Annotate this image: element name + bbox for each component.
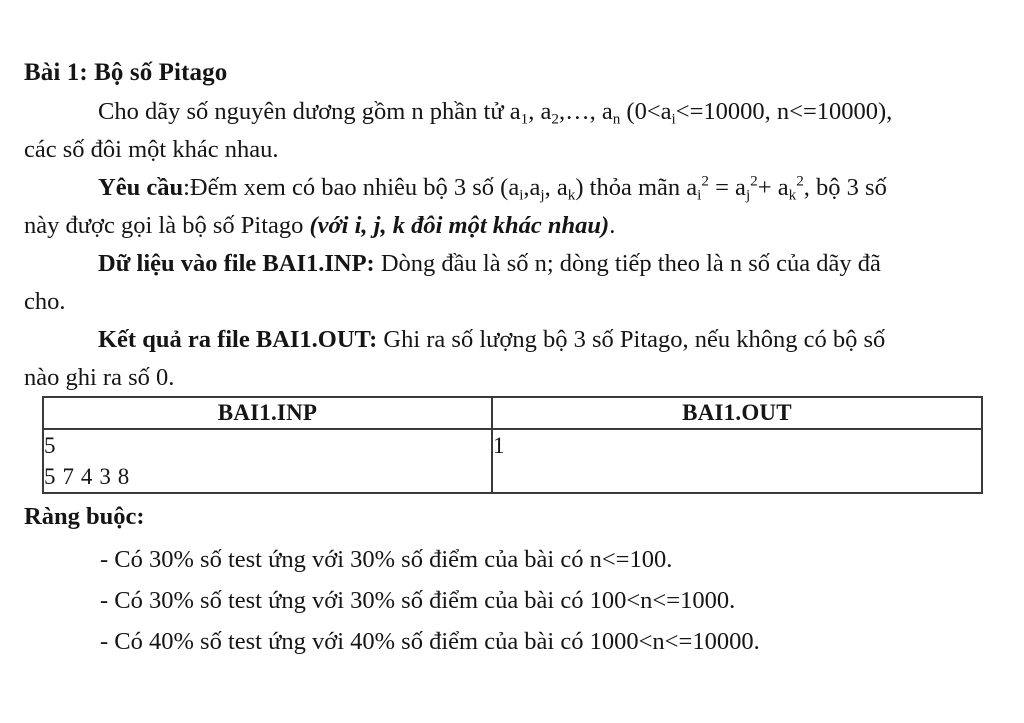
- requirement-text-1: :Đếm xem có bao nhiêu bộ 3 số (a: [183, 174, 520, 201]
- requirement-sub-k2: k: [788, 186, 797, 204]
- output-sample-line-1: 1: [492, 433, 506, 458]
- table-cell-output-sample: [492, 429, 982, 493]
- requirement-sub-i2: i: [697, 186, 702, 204]
- constraints-title: Ràng buộc:: [24, 503, 145, 530]
- requirement-text-6: + a: [757, 174, 789, 201]
- output-spec-line2: nào ghi ra số 0.: [24, 364, 175, 391]
- constraint-item-3: - Có 40% số test ứng với 40% số điểm của bài có 1000<n<=10000.: [100, 628, 760, 655]
- intro-text-before: Cho dãy số nguyên dương gồm n phần tử a: [98, 98, 521, 125]
- intro-sub-2: 2: [551, 110, 559, 128]
- requirement-text-5: = a: [708, 174, 746, 201]
- intro-sep-2: ,…, a: [558, 98, 613, 125]
- intro-sub-1: 1: [520, 110, 529, 128]
- requirement-text-4: ) thỏa mãn a: [575, 174, 698, 201]
- constraint-item-1: - Có 30% số test ứng với 30% số điểm của bài có n<=100.: [100, 546, 673, 573]
- requirement-line2-before: này được gọi là bộ số Pitago: [24, 212, 310, 239]
- table-row: [43, 429, 982, 493]
- table-header-input: BAI1.INP: [43, 397, 492, 429]
- input-spec-paragraph: [24, 245, 1000, 283]
- intro-paragraph: [24, 93, 1000, 131]
- requirement-text-7: , bộ 3 số: [803, 174, 887, 201]
- intro-range-open: (0<a: [620, 98, 672, 125]
- requirement-text-2: ,a: [523, 174, 541, 201]
- intro-sub-n: n: [612, 110, 621, 128]
- output-spec-paragraph: [24, 321, 1000, 359]
- input-sample-line-1: 5: [44, 433, 57, 458]
- constraint-item-2: - Có 30% số test ứng với 30% số điểm của bài có 100<n<=1000.: [100, 587, 736, 614]
- requirement-sub-k1: k: [567, 186, 576, 204]
- output-spec-text: Ghi ra số lượng bộ 3 số Pitago, nếu không có bộ số: [377, 326, 886, 353]
- document-body: [24, 56, 1000, 397]
- sample-io-table: [42, 396, 983, 494]
- requirement-sup-2b: 2: [750, 172, 758, 190]
- input-spec-label: Dữ liệu vào file BAI1.INP:: [98, 250, 375, 277]
- requirement-paragraph: [24, 169, 1000, 207]
- constraints-section: [24, 498, 1000, 662]
- output-spec-label: Kết quả ra file BAI1.OUT:: [98, 326, 378, 353]
- requirement-paragraph-line2: [24, 207, 1000, 245]
- requirement-sub-j2: j: [745, 186, 751, 204]
- requirement-sub-j1: j: [540, 186, 545, 204]
- table-header-row: [43, 397, 982, 429]
- requirement-line2-italic: (với i, j, k đôi một khác nhau): [309, 212, 610, 239]
- input-spec-text: Dòng đầu là số n; dòng tiếp theo là n số của dãy đã: [374, 250, 881, 277]
- requirement-sup-2c: 2: [796, 172, 804, 190]
- table-cell-input-sample: [43, 429, 492, 493]
- intro-range-rest: <=10000, n<=10000),: [675, 98, 893, 125]
- input-sample-line-2: 5 7 4 3 8: [44, 464, 130, 489]
- intro-sep-1: , a: [528, 98, 552, 125]
- table-header-output: BAI1.OUT: [492, 397, 982, 429]
- requirement-line2-after: .: [609, 212, 616, 239]
- requirement-sub-i1: i: [519, 186, 524, 204]
- requirement-sup-2a: 2: [701, 172, 709, 190]
- requirement-label: Yêu cầu: [98, 174, 184, 201]
- input-spec-line2: cho.: [24, 288, 66, 315]
- intro-sub-i: i: [671, 110, 676, 128]
- intro-paragraph-line2: các số đôi một khác nhau.: [24, 136, 279, 163]
- requirement-text-3: , a: [544, 174, 568, 201]
- page-title: Bài 1: Bộ số Pitago: [24, 59, 228, 86]
